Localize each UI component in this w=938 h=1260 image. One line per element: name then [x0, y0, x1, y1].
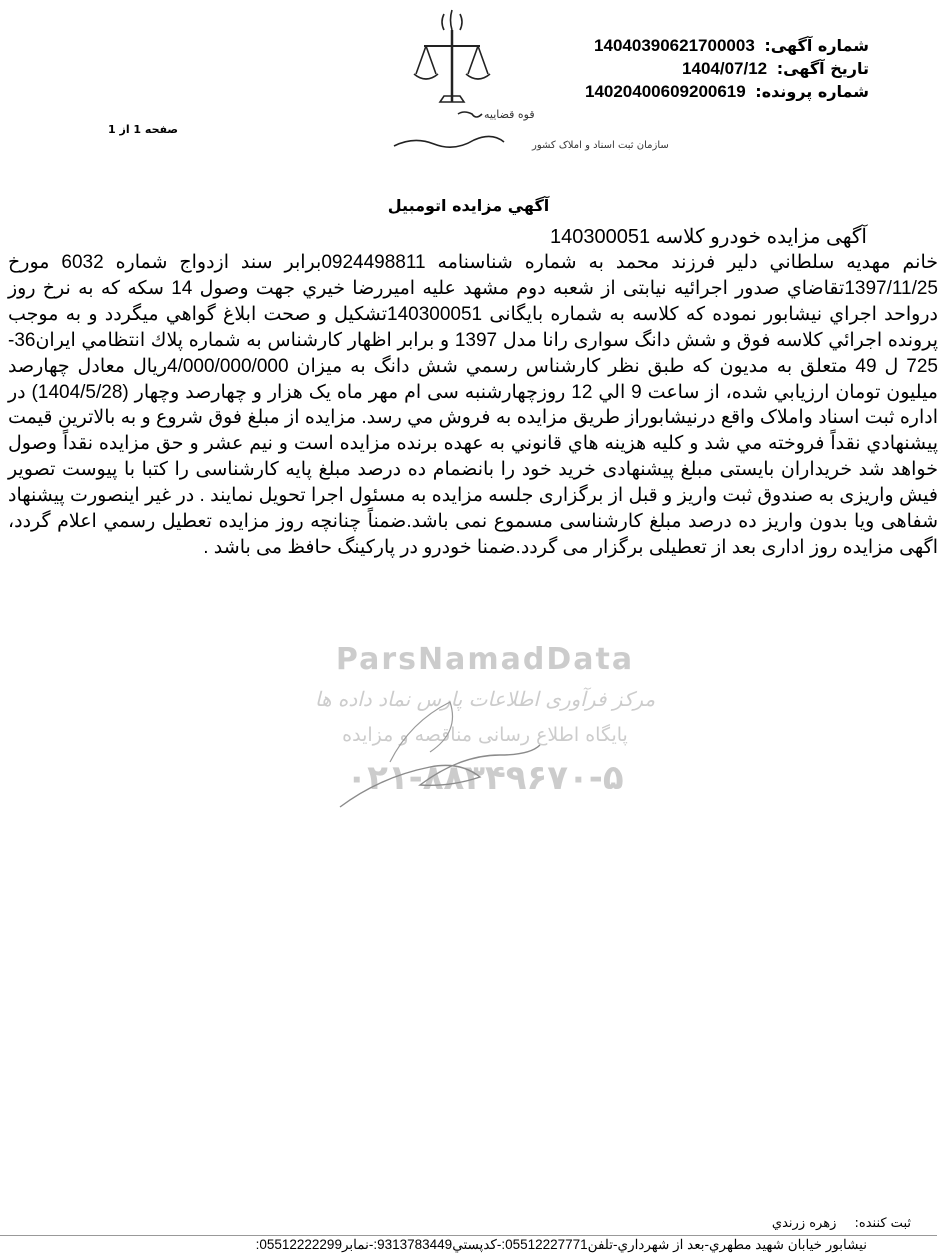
- case-number-value: 14020400609200619: [584, 82, 746, 101]
- ad-number-value: 14040390621700003: [594, 36, 755, 55]
- ad-date-value: 1404/07/12: [682, 59, 768, 78]
- registrar-value: زهره زرندي: [771, 1216, 837, 1231]
- ad-number-row: [539, 36, 869, 59]
- watermark-phone: ۰۲۱-۸۸۳۴۹۶۷۰-۵: [346, 758, 624, 798]
- page-indicator: صفحه 1 از 1: [108, 123, 179, 136]
- case-number-row: [539, 82, 869, 105]
- ad-date-row: [539, 59, 869, 82]
- office-address: نيشابور خيابان شهيد مطهري-بعد از شهرداري-تلفن05512227771:-كدپستي9313783449:-نمابر05512222299:: [255, 1237, 867, 1252]
- auction-body-text: خانم مهديه سلطاني دلير فرزند محمد به شماره شناسنامه 0924498811برابر سند ازدواج شماره 6032 مورخ 1397/11/25تقاضاي صدور اجرائيه نيابتى از شعبه دوم مشهد عليه اميررضا خيري جهت وصول 14 سكه كه به نرخ روز درواحد اجراي نيشابور نموده كه كلاسه به شماره بايگانى 140300051تشكيل و صحت ابلاغ گواهي ميگردد و به موجب پرونده اجرائي كلاسه فوق و شش دانگ سواری رانا مدل 1397 و برابر اظهار كارشناس به شماره پلاك انتظامي ايران36- 725 ل 49 متعلق به مديون كه طبق نظر كارشناس رسمي شش دانگ به ميزان 4/000/000/000ريال معادل چهارصد ميليون تومان ارزيابي شده، از ساعت 9 الي 12 روزچهارشنبه سى ام مهر ماه يک هزار و چهارصد وچهار (1404/5/28) در اداره ثبت اسناد واملاک واقع درنيشابوراز طريق مزايده به فروش مي رسد. مزايده از مبلغ فوق شروع و به بالاترين قيمت پيشنهادي نقداً فروخته مي شد و كليه هزينه هاي قانوني به عهده برنده مزايده است و نيم عشر و حق مزايده نقداً وصول خواهد شد خريداران بايستی مبلغ پيشنهادی خريد خود را بانضمام ده درصد مبلغ پايه كارشناسی را كتبا با پيوست تصوير فيش واريزی به صندوق ثبت واريز و قبل از برگزاری جلسه مزايده به مسئول اجرا تحويل نمايند . در غير اينصورت پيشنهاد شفاهی ويا بدون واريز ده درصد مبلغ كارشناسی مسموع نمی باشد.ضمناً چنانچه روز مزايده تعطيل رسمي اعلام گردد، اگهی مزايده روز اداری بعد از تعطيلی برگزار می گردد.ضمنا خودرو در پاركينگ حافظ می باشد .: [8, 252, 938, 558]
- registrar-label: ثبت کننده:: [854, 1216, 911, 1231]
- signature-icon: [280, 632, 690, 822]
- registrar-line: [772, 1216, 911, 1231]
- parsnamad-watermark: [280, 632, 690, 822]
- watermark-line-1: مرکز فرآوری اطلاعات پارس نماد داده ها: [314, 687, 656, 711]
- watermark-brand: ParsNamadData: [335, 642, 635, 677]
- auction-heading: آگهی مزایده خودرو کلاسه 140300051: [549, 226, 867, 248]
- ad-number-label: شماره آگهی:: [764, 36, 869, 55]
- footer-divider: [0, 1235, 937, 1236]
- watermark-line-2: پایگاه اطلاع رسانی مناقصه و مزایده: [342, 724, 628, 746]
- case-number-label: شماره پرونده:: [755, 82, 869, 101]
- ad-metadata: [539, 36, 869, 105]
- ad-date-label: تاریخ آگهی:: [776, 59, 869, 78]
- logo-text-judiciary: قوه قضاییه: [484, 108, 535, 121]
- logo-text-registry: سازمان ثبت اسناد و املاک کشور: [532, 140, 669, 151]
- document-title: آگهي مزايده اتومبيل: [387, 196, 550, 215]
